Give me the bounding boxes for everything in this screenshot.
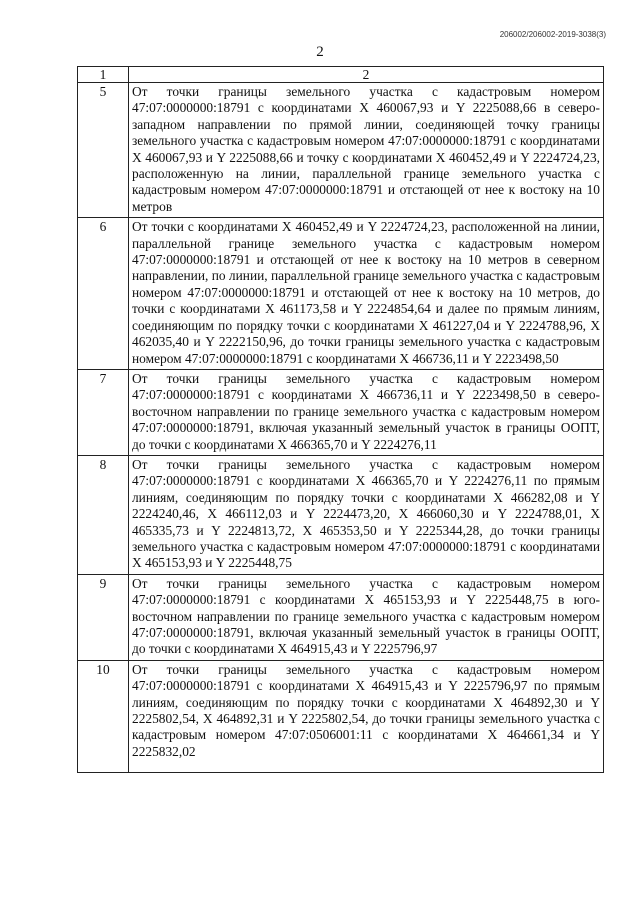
header-col-2: 2 bbox=[129, 67, 604, 83]
table-header-row bbox=[78, 67, 604, 83]
header-col-1: 1 bbox=[78, 67, 129, 83]
boundary-description-table bbox=[77, 66, 604, 773]
row-description: От точки границы земельного участка с кадастровым номером 47:07:0000000:18791 с координатами X 466736,11 и Y 2223498,50 в северо-восточном направлении по границе земельного участка с кадастровым номером 47:07:0000000:18791, включая указанный земельный участок в границы ООПТ, до точки с координатами X 466365,70 и Y 2224276,11 bbox=[129, 369, 604, 455]
row-description: От точки границы земельного участка с кадастровым номером 47:07:0000000:18791 с координатами X 460067,93 и Y 2225088,66 в северо-западном направлении по прямой линии, соединяющей точку границы земельного участка с кадастровым номером 47:07:0000000:18791 с координатами X 460067,93 и Y 2225088,66 и точку с координатами X 460452,49 и Y 2224724,23, расположенную на линии, параллельной границе земельного участка с кадастровым номером 47:07:0000000:18791 и отстающей от нее к востоку на 10 метров bbox=[129, 83, 604, 218]
row-number: 9 bbox=[78, 574, 129, 660]
row-description: От точки с координатами X 460452,49 и Y 2224724,23, расположенной на линии, параллельной границе земельного участка с кадастровым номером 47:07:0000000:18791 и отстающей от нее к востоку на 10 метров в северном направлении, по линии, параллельной границе земельного участка с кадастровым номером 47:07:0000000:18791 и отстающей от нее к востоку на 10 метров, до точки с координатами X 461173,58 и Y 2224854,64 и далее по прямым линиям, соединяющим по порядку точки с координатами X 461227,04 и Y 2224788,96, X 462035,40 и Y 2222150,96, до точки границы земельного участка с кадастровым номером 47:07:0000000:18791 с координатами X 466736,11 и Y 2223498,50 bbox=[129, 218, 604, 370]
row-number: 5 bbox=[78, 83, 129, 218]
page-number: 2 bbox=[316, 44, 324, 60]
document-id: 206002/206002-2019-3038(3) bbox=[499, 30, 606, 39]
row-number: 10 bbox=[78, 660, 129, 772]
row-description: От точки границы земельного участка с кадастровым номером 47:07:0000000:18791 с координатами X 464915,43 и Y 2225796,97 по прямым линиям, соединяющим по порядку точки с координатами X 464892,30 и Y 2225802,54, X 464892,31 и Y 2225802,54, до точки границы земельного участка с кадастровым номером 47:07:0506001:11 с координатами X 464661,34 и Y 2225832,02 bbox=[129, 660, 604, 772]
row-number: 7 bbox=[78, 369, 129, 455]
table-row bbox=[78, 83, 604, 218]
table-row bbox=[78, 369, 604, 455]
table-row bbox=[78, 574, 604, 660]
table-row bbox=[78, 660, 604, 772]
table-row bbox=[78, 218, 604, 370]
row-number: 6 bbox=[78, 218, 129, 370]
row-description: От точки границы земельного участка с кадастровым номером 47:07:0000000:18791 с координатами X 466365,70 и Y 2224276,11 по прямым линиям, соединяющим по порядку точки с координатами X 466282,08 и Y 2224240,46, X 466112,03 и Y 2224473,20, X 466060,30 и Y 2224788,01, X 465335,73 и Y 2224813,72, X 465353,50 и Y 2225344,28, до точки границы земельного участка с кадастровым номером 47:07:0000000:18791 с координатами X 465153,93 и Y 2225448,75 bbox=[129, 455, 604, 574]
table-row bbox=[78, 455, 604, 574]
row-description: От точки границы земельного участка с кадастровым номером 47:07:0000000:18791 с координатами X 465153,93 и Y 2225448,75 в юго-восточном направлении по границе земельного участка с кадастровым номером 47:07:0000000:18791, включая указанный земельный участок в границы ООПТ, до точки с координатами X 464915,43 и Y 2225796,97 bbox=[129, 574, 604, 660]
row-number: 8 bbox=[78, 455, 129, 574]
